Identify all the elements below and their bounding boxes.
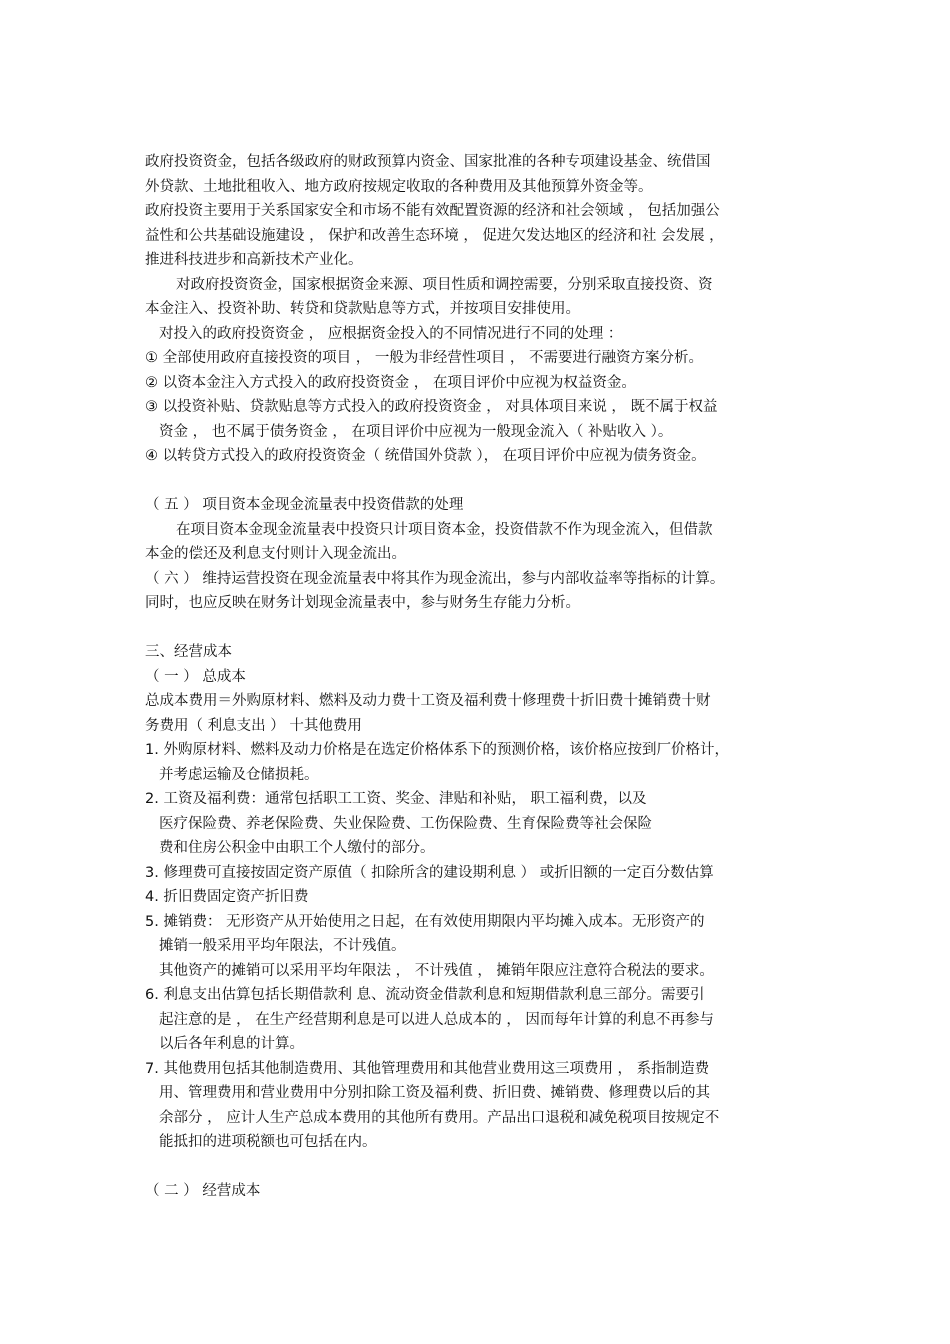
text-line: 同时，也应反映在财务计划现金流量表中，参与财务生存能力分析。 (145, 595, 580, 611)
text-line: 务费用（ 利息支出 ） 十其他费用 (145, 717, 362, 734)
text-line: 摊销一般采用平均年限法，不计残值。 (159, 938, 406, 954)
text-line: 以后各年利息的计算。 (159, 1036, 304, 1052)
text-line: 推进科技进步和高新技术产业化。 (145, 252, 363, 268)
blank-line (145, 469, 815, 494)
text-line: 2. 工资及福利费：通常包括职工工资、奖金、津贴和补贴， 职工福利费，以及 (145, 791, 647, 807)
text-line: 起注意的是 ， 在生产经营期利息是可以进人总成本的 ， 因而每年计算的利息不再参与 (159, 1011, 714, 1028)
text-line: ④ 以转贷方式投入的政府投资资金（ 统借国外贷款 ）， 在项目评价中应视为债务资金。 (145, 448, 706, 464)
text-line: 4. 折旧费固定资产折旧费 (145, 889, 309, 905)
text-line: 能抵扣的进项税额也可包括在内。 (159, 1134, 377, 1150)
text-line: 资金 ， 也不属于债务资金 ， 在项目评价中应视为一般现金流入（ 补贴收入 ）。 (159, 423, 673, 440)
text-line: ③ 以投资补贴、贷款贴息等方式投入的政府投资资金 ， 对具体项目来说 ， 既不属于权益 (145, 399, 718, 415)
text-line: 用、管理费用和营业费用中分别扣除工资及福利费、折旧费、摊销费、修理费以后的其 (159, 1085, 710, 1101)
text-line: （ 五 ） 项目资本金现金流量表中投资借款的处理 (145, 497, 464, 513)
text-line: 政府投资主要用于关系国家安全和市场不能有效配置资源的经济和社会领域 ， 包括加强公 (145, 203, 720, 219)
text-line: 5. 摊销费： 无形资产从开始使用之日起，在有效使用期限内平均摊入成本。无形资产的 (145, 913, 705, 930)
text-line: ② 以资本金注入方式投入的政府投资资金 ， 在项目评价中应视为权益资金。 (145, 374, 636, 391)
text-line: 其他资产的摊销可以采用平均年限法 ， 不计残值 ， 摊销年限应注意符合税法的要求。 (159, 962, 714, 979)
text-line: （ 六 ） 维持运营投资在现金流量表中将其作为现金流出，参与内部收益率等指标的计算。 (145, 570, 725, 587)
blank-line (145, 616, 815, 641)
text-line: 7. 其他费用包括其他制造费用、其他管理费用和其他营业费用这三项费用 ， 系指制造费 (145, 1060, 710, 1077)
text-line: 本金注入、投资补助、转贷和贷款贴息等方式，并按项目安排使用。 (145, 301, 580, 317)
text-line: （ 二 ） 经营成本 (145, 1183, 261, 1199)
text-line: 对政府投资资金，国家根据资金来源、项目性质和调控需要，分别采取直接投资、资 (176, 276, 713, 293)
text-line: 外贷款、土地批租收入、地方政府按规定收取的各种费用及其他预算外资金等。 (145, 178, 653, 195)
text-line: 对投入的政府投资资金 ， 应根据资金投入的不同情况进行不同的处理 ： (159, 325, 623, 342)
text-line: 6. 利息支出估算包括长期借款利 息、流动资金借款利息和短期借款利息三部分。需要引 (145, 987, 705, 1003)
text-line: 总成本费用＝外购原材料、燃料及动力费十工资及福利费十修理费十折旧费十摊销费十财 (145, 693, 711, 709)
text-line: ① 全部使用政府直接投资的项目 ， 一般为非经营性项目 ， 不需要进行融资方案分析。 (145, 350, 704, 366)
blank-line (145, 1155, 815, 1180)
text-line: 并考虑运输及仓储损耗。 (159, 766, 319, 783)
text-line: 费和住房公积金中由职工个人缴付的部分。 (159, 840, 435, 856)
document-page (145, 150, 815, 1204)
text-line: 3. 修理费可直接按固定资产原值（ 扣除所含的建设期利息 ） 或折旧额的一定百分数估算 (145, 864, 714, 881)
text-line: 1. 外购原材料、燃料及动力价格是在选定价格体系下的预测价格，该价格应按到厂价格计， (145, 742, 729, 758)
text-line: 三、经营成本 (145, 644, 232, 660)
text-line: 医疗保险费、养老保险费、失业保险费、工伤保险费、生育保险费等社会保险 (159, 815, 652, 832)
text-line: 余部分 ， 应计人生产总成本费用的其他所有费用。产品出口退税和减免税项目按规定不 (159, 1109, 720, 1126)
text-line: （ 一 ） 总成本 (145, 668, 246, 685)
text-line: 本金的偿还及利息支付则计入现金流出。 (145, 546, 406, 562)
text-line: 在项目资本金现金流量表中投资只计项目资本金，投资借款不作为现金流入，但借款 (176, 521, 713, 538)
text-line: 益性和公共基础设施建设 ， 保护和改善生态环境 ， 促进欠发达地区的经济和社 会发展 ， (145, 227, 724, 244)
text-line: 政府投资资金，包括各级政府的财政预算内资金、国家批准的各种专项建设基金、统借国 (145, 154, 711, 170)
